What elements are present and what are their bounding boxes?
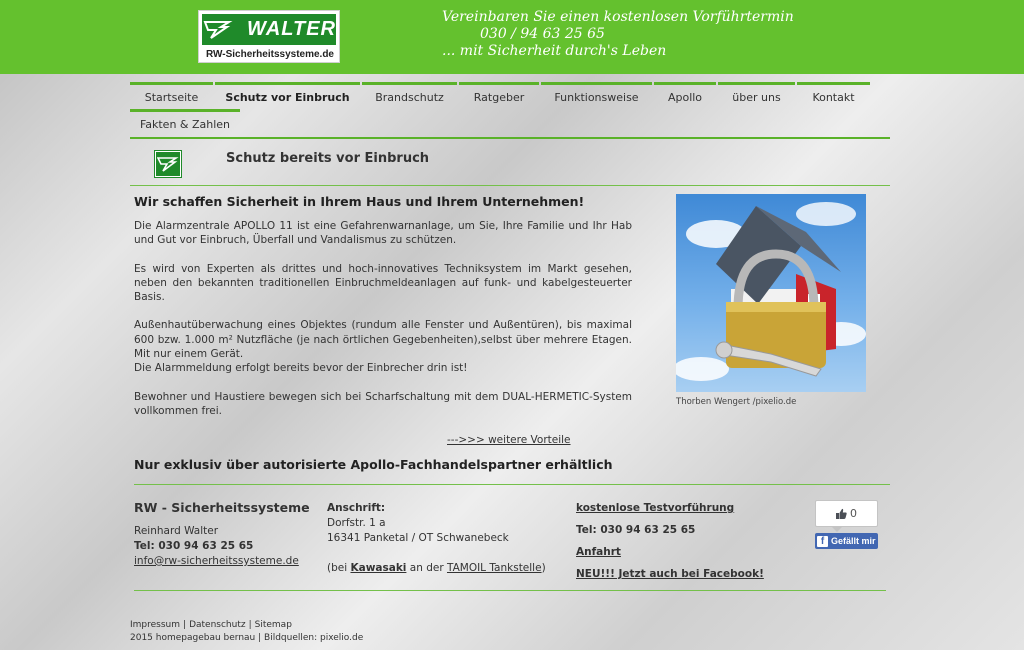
address-street: Dorfstr. 1 a [327,517,386,529]
nav-item-brandschutz[interactable]: Brandschutz [362,82,457,109]
main-content [134,194,632,418]
title-divider [130,185,890,186]
like-count: 0 [850,507,857,520]
nav-item-fakten-zahlen[interactable]: Fakten & Zahlen [130,109,240,136]
more-advantages-link[interactable]: --->>> weitere Vorteile [447,434,571,446]
header-slogan [442,9,794,60]
address-city: 16341 Panketal / OT Schwanebeck [327,532,509,544]
legal-links [130,619,363,632]
facebook-icon: f [817,536,828,547]
nav-item-funktionsweise[interactable]: Funktionsweise [541,82,652,109]
footer-divider [134,590,886,591]
footer-address [327,501,546,576]
free-demo-link[interactable]: kostenlose Testvorführung [576,502,735,514]
nav-item-ueber-uns[interactable]: über uns [718,82,795,109]
address-directions [327,561,546,576]
copyright-text: 2015 homepagebau bernau | Bildquellen: pixelio.de [130,632,364,643]
like-button-label: Gefällt mir [831,536,876,546]
logo-subtitle: RW-Sicherheitssysteme.de [206,49,334,60]
company-phone: Tel: 030 94 63 25 65 [134,540,254,552]
paragraph-3-text: Außenhautüberwachung eines Objektes (rundum alle Fenster und Außentüren), bis maximal 600 bzw. 1.000 m² Nutzfläche (je nach örtlichen Gegebenheiten),selbst über mehrere Etagen. Mit nur einem Gerät. [134,319,632,361]
email-link[interactable]: info@rw-sicherheitssysteme.de [134,555,299,567]
facebook-like-button[interactable] [815,533,878,549]
footer-company [134,500,310,569]
separator: | [183,620,187,630]
exclusive-notice: Nur exklusiv über autorisierte Apollo-Fachhandelspartner erhältlich [134,457,613,472]
near-suffix: ) [541,562,546,574]
paragraph-3-line-2: Die Alarmmeldung erfolgt bereits bevor der Einbrecher drin ist! [134,362,468,375]
slogan-line-3: ... mit Sicherheit durch's Leben [442,43,667,59]
nav-item-ratgeber[interactable]: Ratgeber [459,82,539,109]
paragraph-3 [134,318,632,375]
tamoil-link[interactable]: TAMOIL Tankstelle [446,562,542,574]
image-credit: Thorben Wengert /pixelio.de [676,397,797,407]
logo-name: WALTER [247,18,336,40]
page-title: Schutz bereits vor Einbruch [226,151,430,166]
footer-phone: Tel: 030 94 63 25 65 [576,524,696,536]
paragraph-1: Die Alarmzentrale APOLLO 11 ist eine Gefahrenwarnanlage, um Sie, Ihre Familie und Ihr Hab und Gut vor Einbruch, Überfall und Vandalismus zu schützen. [134,220,632,247]
nav-item-startseite[interactable]: Startseite [130,82,213,109]
main-nav [130,82,890,136]
paragraph-2: Es wird von Experten als drittes und hoch-innovatives Techniksystem im Markt gesehen, neben den bekannten traditionellen Einbruchmeldeanlagen auf funk- und kabelgesteuerter Basis. [134,262,632,304]
nav-item-schutz-vor-einbruch[interactable]: Schutz vor Einbruch [215,82,360,109]
address-label: Anschrift: [327,502,386,514]
logo-mark-icon [202,14,233,45]
thumbs-up-icon [836,508,847,519]
slogan-phone: 030 / 94 63 25 65 [480,26,605,42]
house-padlock-image [676,194,866,392]
person-name: Reinhard Walter [134,525,219,537]
site-logo[interactable] [198,10,340,63]
company-name: RW - Sicherheitssysteme [134,500,310,515]
datenschutz-link[interactable]: Datenschutz [189,620,246,630]
nav-item-kontakt[interactable]: Kontakt [797,82,870,109]
header-bar [0,0,1024,74]
sitemap-link[interactable]: Sitemap [254,620,292,630]
near-prefix: (bei [327,562,348,574]
impressum-link[interactable]: Impressum [130,620,181,630]
page-logo-icon [155,151,181,177]
nav-underline [130,137,890,139]
nav-item-apollo[interactable]: Apollo [654,82,716,109]
slogan-line-1: Vereinbaren Sie einen kostenlosen Vorführtermin [442,9,794,25]
facebook-link[interactable]: NEU!!! Jetzt auch bei Facebook! [576,568,764,580]
kawasaki-link[interactable]: Kawasaki [350,562,407,574]
bottom-bar [130,619,363,644]
footer-links [576,501,764,582]
content-headline: Wir schaffen Sicherheit in Ihrem Haus und Ihrem Unternehmen! [134,194,585,209]
directions-link[interactable]: Anfahrt [576,546,621,558]
separator: | [248,620,252,630]
near-mid: an der [409,562,444,574]
like-count-box [815,500,878,527]
logo-banner [202,14,336,45]
paragraph-4: Bewohner und Haustiere bewegen sich bei Scharfschaltung mit dem DUAL-HERMETIC-System vollkommen frei. [134,390,632,417]
content-divider [134,484,890,485]
